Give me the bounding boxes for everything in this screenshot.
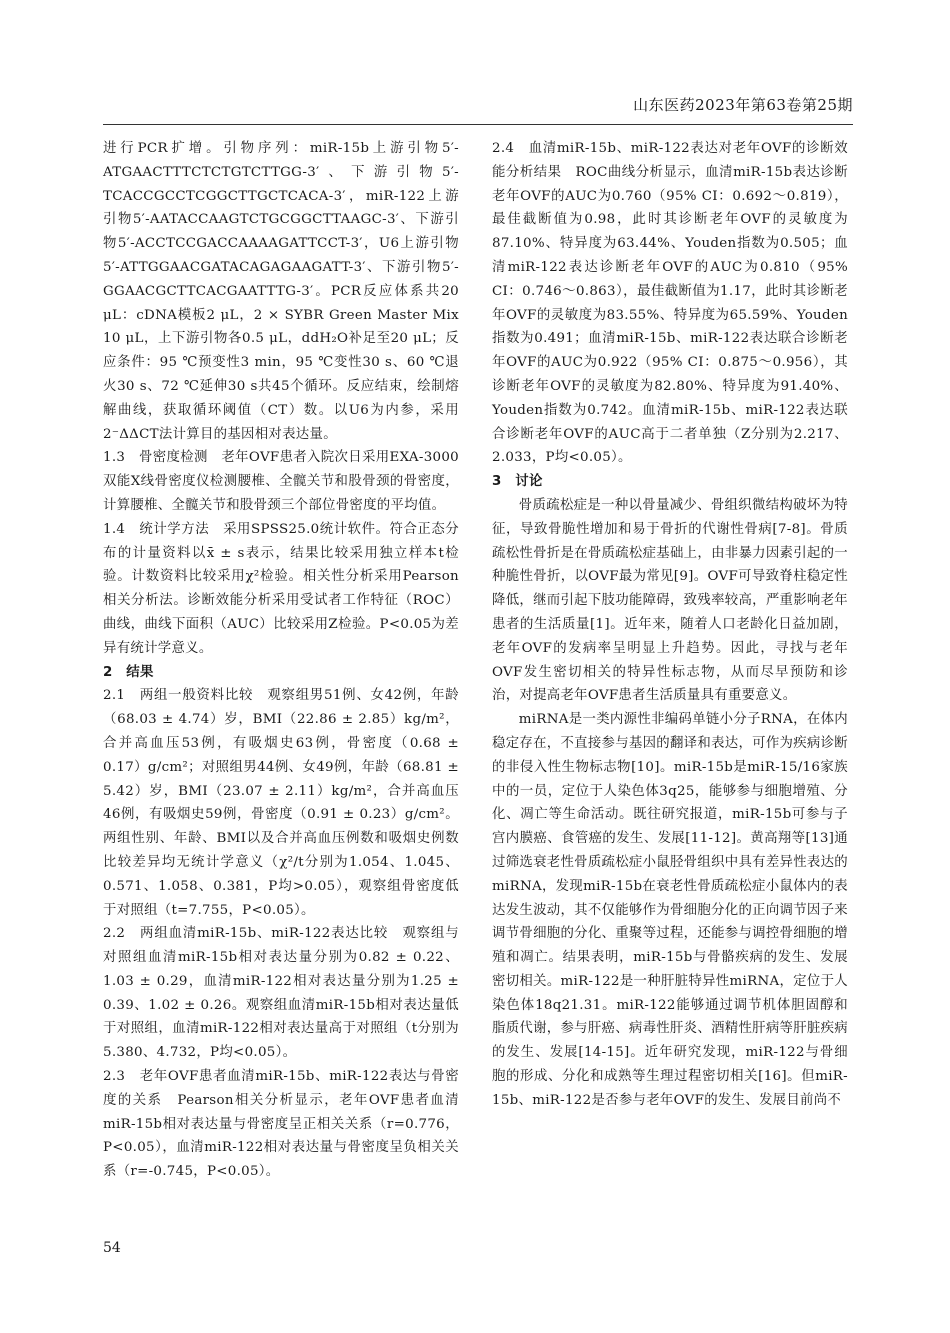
- paragraph-expression-comparison: 2.2 两组血清miR-15b、miR-122表达比较 观察组与对照组血清miR-15b相对表达量分别为0.82 ± 0.22、1.03 ± 0.29，血清miR-122相对表达量分别为1.25 ± 0.39、1.02 ± 0.26。观察组血清miR-15b相对表达量低于对照组，血清miR-122相对表达量高于对照组（t分别为5.380、4.732，P均<0.05）。: [103, 926, 459, 1061]
- left-column: [103, 137, 459, 1184]
- journal-header: 山东医药2023年第63卷第25期: [633, 96, 853, 114]
- paragraph-correlation: 2.3 老年OVF患者血清miR-15b、miR-122表达与骨密度的关系 Pearson相关分析显示，老年OVF患者血清miR-15b相对表达量与骨密度呈正相关关系（r=0.776，P<0.05），血清miR-122相对表达量与骨密度呈负相关关系（r=-0.745，P<0.05）。: [103, 1069, 459, 1180]
- paragraph-pcr: 进行PCR扩增。引物序列：miR-15b上游引物5′-ATGAACTTTCTCTGTCTTGG-3′、下游引物5′-TCACCGCCTCGGCTTGCTCACA-3′，miR-122上游引物5′-AATACCAAGTCTGCGGCTTAAGC-3′、下游引物5′-ACCTCCGACCAAAAGATTCCT-3′，U6上游引物5′-ATTGGAACGATACAGAGAAGATT-3′、下游引物5′-GGAACGCTTCACGAATTTG-3′。PCR反应体系共20 μL：cDNA模板2 μL，2 × SYBR Green Master Mix 10 μL，上下游引物各0.5 μL，ddH₂O补足至20 μL；反应条件：95 ℃预变性3 min，95 ℃变性30 s、60 ℃退火30 s、72 ℃延伸30 s共45个循环。反应结束，绘制熔解曲线，获取循环阈值（CT）数。以U6为内参，采用2⁻ΔΔCT法计算目的基因相对表达量。: [103, 141, 459, 442]
- paragraph-bone-density: 1.3 骨密度检测 老年OVF患者入院次日采用EXA-3000双能X线骨密度仪检测腰椎、全髋关节和股骨颈的骨密度，计算腰椎、全髋关节和股骨颈三个部位骨密度的平均值。: [103, 450, 459, 513]
- paragraph-statistics: 1.4 统计学方法 采用SPSS25.0统计软件。符合正态分布的计量资料以x̄ ± s表示，结果比较采用独立样本t检验。计数资料比较采用χ²检验。相关性分析采用Pearson相关分析法。诊断效能分析采用受试者工作特征（ROC）曲线，曲线下面积（AUC）比较采用Z检验。P<0.05为差异有统计学意义。: [103, 521, 459, 656]
- section-heading-discussion: 3 讨论: [492, 474, 543, 490]
- paragraph-osteoporosis: 骨质疏松症是一种以骨量减少、骨组织微结构破坏为特征，导致骨脆性增加和易于骨折的代谢性骨病[7-8]。骨质疏松性骨折是在骨质疏松症基础上，由非暴力因素引起的一种脆性骨折，以OVF最为常见[9]。OVF可导致脊柱稳定性降低，继而引起下肢功能障碍，致残率较高，严重影响老年患者的生活质量[1]。近年来，随着人口老龄化日益加剧，老年OVF的发病率呈明显上升趋势。因此，寻找与老年OVF发生密切相关的特异性标志物，从而尽早预防和诊治，对提高老年OVF患者生活质量具有重要意义。: [492, 497, 848, 704]
- paragraph-mirna: miRNA是一类内源性非编码单链小分子RNA，在体内稳定存在，不直接参与基因的翻译和表达，可作为疾病诊断的非侵入性生物标志物[10]。miR-15b是miR-15/16家族中的一员，定位于人染色体3q25，能够参与细胞增殖、分化、凋亡等生命活动。既往研究报道，miR-15b可参与子宫内膜癌、食管癌的发生、发展[11-12]。黄高翔等[13]通过筛选衰老性骨质疏松症小鼠胫骨组织中具有差异性表达的miRNA，发现miR-15b在衰老性骨质疏松症小鼠体内的表达发生波动，其不仅能够作为骨细胞分化的正向调节因子来调节骨细胞的分化、重聚等过程，还能参与调控骨细胞的增殖和凋亡。结果表明，miR-15b与骨骼疾病的发生、发展密切相关。miR-122是一种肝脏特异性miRNA，定位于人染色体18q21.31。miR-122能够通过调节机体胆固醇和脂质代谢，参与肝癌、病毒性肝炎、酒精性肝病等肝脏疾病的发生、发展[14-15]。近年研究发现，miR-122与骨细胞的形成、分化和成熟等生理过程密切相关[16]。但miR-15b、miR-122是否参与老年OVF的发生、发展目前尚不: [492, 712, 848, 1108]
- page-number: 54: [103, 1240, 121, 1256]
- running-header: [103, 90, 853, 125]
- section-heading-results: 2 结果: [103, 664, 154, 680]
- right-column: [492, 137, 848, 1113]
- paragraph-general-data: 2.1 两组一般资料比较 观察组男51例、女42例，年龄（68.03 ± 4.74）岁，BMI（22.86 ± 2.85）kg/m²，合并高血压53例，有吸烟史63例，骨密度（0.68 ± 0.17）g/cm²；对照组男44例、女49例，年龄（68.81 ± 5.42）岁，BMI（23.07 ± 2.11）kg/m²，合并高血压46例，有吸烟史59例，骨密度（0.91 ± 0.23）g/cm²。两组性别、年龄、BMI以及合并高血压例数和吸烟史例数比较差异均无统计学意义（χ²/t分别为1.054、1.045、0.571、1.058、0.381，P均>0.05），观察组骨密度低于对照组（t=7.755，P<0.05）。: [103, 688, 459, 918]
- paragraph-diagnostic-efficacy: 2.4 血清miR-15b、miR-122表达对老年OVF的诊断效能分析结果 ROC曲线分析显示，血清miR-15b表达诊断老年OVF的AUC为0.760（95% CI：0.692～0.819），最佳截断值为0.98，此时其诊断老年OVF的灵敏度为87.10%、特异度为63.44%、Youden指数为0.505；血清miR-122表达诊断老年OVF的AUC为0.810（95% CI：0.746～0.863），最佳截断值为1.17，此时其诊断老年OVF的灵敏度为83.55%、特异度为65.59%、Youden指数为0.491；血清miR-15b、miR-122表达联合诊断老年OVF的AUC为0.922（95% CI：0.875～0.956），其诊断老年OVF的灵敏度为82.80%、特异度为91.40%、Youden指数为0.742。血清miR-15b、miR-122表达联合诊断老年OVF的AUC高于二者单独（Z分别为2.217、2.033，P均<0.05）。: [492, 141, 848, 466]
